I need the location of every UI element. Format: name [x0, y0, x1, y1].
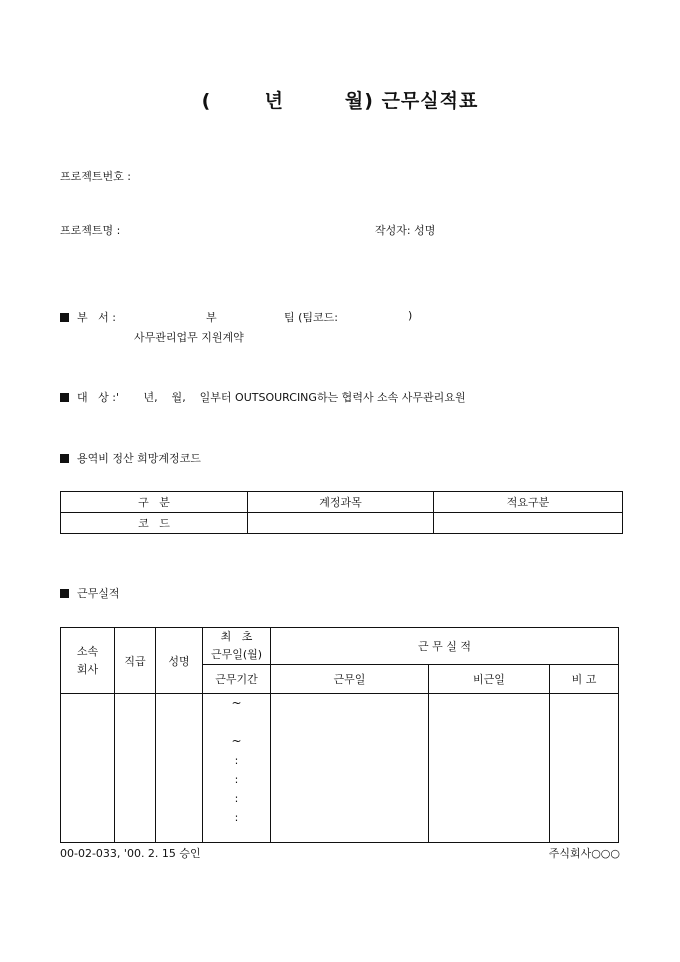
col-period-top-cell [203, 628, 271, 665]
period-mark: : [234, 792, 239, 805]
title-open-paren: ( [201, 90, 212, 112]
account-section-heading [60, 450, 201, 466]
project-name-label: 프로젝트명 : [60, 224, 121, 237]
bullet-square-icon [60, 454, 69, 463]
col-workday: 근무일 [271, 665, 429, 694]
table-row [61, 513, 623, 534]
work-heading-text: 근무실적 [77, 587, 120, 600]
bullet-square-icon [60, 313, 69, 322]
account-row-code-label: 코 드 [61, 513, 248, 534]
title-month: 월) [344, 90, 374, 112]
title-main: 근무실적표 [381, 90, 479, 112]
name-cell[interactable] [156, 694, 203, 843]
period-mark [203, 713, 270, 732]
form-title [0, 86, 680, 113]
department-close: ) [408, 309, 413, 322]
footer-company: 주식회사○○○ [548, 847, 620, 860]
account-header-summary: 적요구분 [434, 492, 623, 513]
account-header-subject: 계정과목 [248, 492, 434, 513]
col-rank: 직급 [115, 628, 156, 694]
bullet-square-icon [60, 393, 69, 402]
account-subject-cell[interactable] [248, 513, 434, 534]
department-row [60, 309, 116, 325]
author-label: 작성자: 성명 [375, 224, 436, 237]
target-text: ' 년, 월, 일부터 OUTSOURCING하는 협력사 소속 사무관리요원 [115, 391, 466, 404]
department-bu: 부 [206, 311, 217, 324]
col-company: 소속 회사 [61, 628, 115, 694]
col-nonworkday: 비근일 [429, 665, 550, 694]
nonworkday-cell[interactable] [429, 694, 550, 843]
period-mark: ~ [231, 696, 242, 710]
account-code-table [60, 491, 623, 534]
target-row [60, 389, 466, 405]
table-row [61, 492, 623, 513]
title-year: 년 [264, 90, 284, 112]
account-summary-cell[interactable] [434, 513, 623, 534]
workday-cell[interactable] [271, 694, 429, 843]
department-sub: 사무관리업무 지원계약 [134, 331, 244, 344]
col-name: 성명 [156, 628, 203, 694]
target-label: 대 상 : [77, 391, 116, 404]
col-record: 근 무 실 적 [271, 628, 619, 665]
bullet-square-icon [60, 589, 69, 598]
period-mark: : [234, 811, 239, 824]
work-section-heading [60, 585, 120, 601]
account-header-category: 구 분 [61, 492, 248, 513]
period-mark: ~ [231, 734, 242, 748]
remark-cell[interactable] [550, 694, 619, 843]
company-cell[interactable] [61, 694, 115, 843]
period-mark: : [234, 773, 239, 786]
footer-approval: 00-02-033, '00. 2. 15 승인 [60, 847, 201, 860]
department-team: 팀 (팀코드: [284, 311, 338, 324]
work-record-table [60, 627, 619, 843]
col-period-top: 최 초 [220, 630, 253, 643]
account-heading-text: 용역비 정산 희망계정코드 [77, 452, 201, 465]
col-period-mid: 근무일(월) [210, 648, 263, 661]
table-row [61, 694, 619, 843]
project-number-label: 프로젝트번호 : [60, 170, 131, 183]
period-mark: : [234, 754, 239, 767]
col-remark: 비 고 [550, 665, 619, 694]
period-cell[interactable] [203, 694, 271, 843]
col-period-bottom: 근무기간 [203, 665, 271, 694]
rank-cell[interactable] [115, 694, 156, 843]
department-label: 부 서 : [77, 311, 116, 324]
table-row [61, 628, 619, 665]
